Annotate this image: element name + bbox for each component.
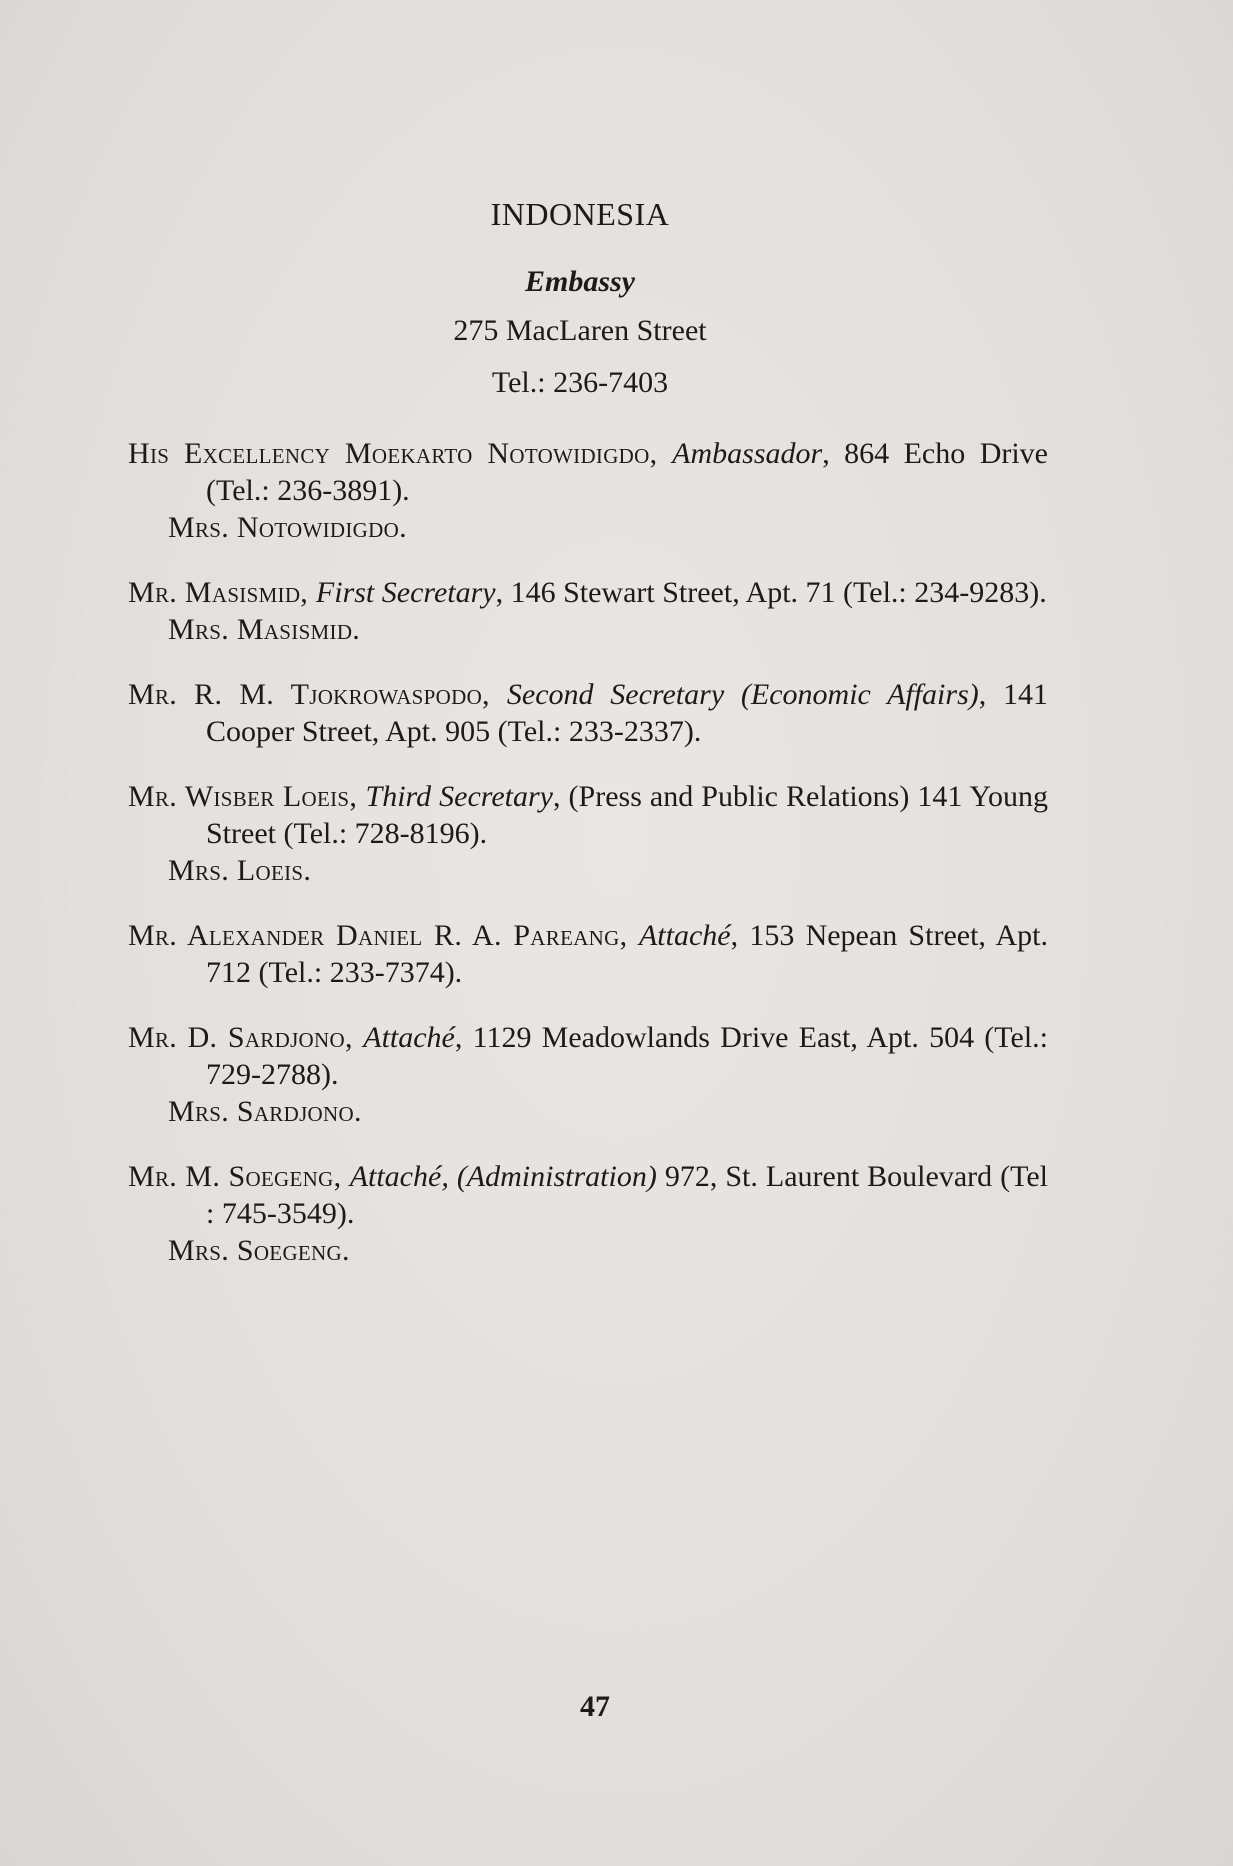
staff-title: Attaché, (Administration) [349, 1160, 657, 1193]
staff-entry [128, 676, 1048, 750]
staff-details: , 1129 Meadowlands Drive East, Apt. 504 (Tel.: 729-2788). [206, 1021, 1048, 1091]
staff-entry [128, 917, 1048, 991]
staff-name: Mr. Alexander Daniel R. A. Pareang, [128, 919, 639, 952]
spouse-name: Mrs. Masismid. [168, 613, 361, 646]
spouse-name: Mrs. Sardjono. [168, 1095, 362, 1128]
staff-entry [128, 574, 1048, 611]
staff-name: Mr. Masismid, [128, 576, 316, 609]
staff-title: Ambassador [672, 437, 823, 470]
page-number: 47 [580, 1690, 610, 1723]
staff-title: First Secretary [315, 576, 496, 609]
staff-name: Mr. Wisber Loeis, [128, 780, 366, 813]
staff-title: Attaché [638, 919, 731, 952]
staff-details: , 141 Cooper Street, Apt. 905 (Tel.: 233-2337). [206, 678, 1049, 748]
staff-entry [128, 1158, 1048, 1232]
staff-title: Attaché [363, 1021, 455, 1054]
staff-title: Third Secretary [365, 780, 553, 813]
embassy-address: 275 MacLaren Street [453, 314, 707, 347]
staff-name: Mr. D. Sardjono, [128, 1021, 364, 1054]
section-heading: Embassy [524, 265, 635, 298]
staff-name: Mr. M. Soegeng, [128, 1160, 350, 1193]
staff-details: , 146 Stewart Street, Apt. 71 (Tel.: 234-9283). [495, 576, 1047, 609]
spouse-name: Mrs. Soegeng. [168, 1234, 350, 1267]
staff-details: , 153 Nepean Street, Apt. 712 (Tel.: 233-7374). [206, 919, 1048, 989]
staff-entry [128, 778, 1048, 852]
spouse-name: Mrs. Notowidigdo. [168, 511, 407, 544]
staff-entry [128, 435, 1048, 509]
country-heading: INDONESIA [490, 196, 670, 232]
embassy-telephone: Tel.: 236-7403 [491, 366, 669, 399]
spouse-name: Mrs. Loeis. [168, 854, 312, 887]
staff-details: , (Press and Public Relations) 141 Young Street (Tel.: 728-8196). [206, 780, 1048, 850]
staff-name: His Excellency Moekarto Notowidigdo, [128, 437, 673, 470]
staff-title: Second Secretary (Economic Affairs) [506, 678, 979, 711]
staff-details: 972, St. Laurent Boulevard (Tel : 745-3549). [206, 1160, 1049, 1230]
staff-entry [128, 1019, 1048, 1093]
staff-details: , 864 Echo Drive (Tel.: 236-3891). [206, 437, 1048, 507]
staff-name: Mr. R. M. Tjokrowaspodo, [128, 678, 507, 711]
staff-list [128, 435, 1048, 1269]
